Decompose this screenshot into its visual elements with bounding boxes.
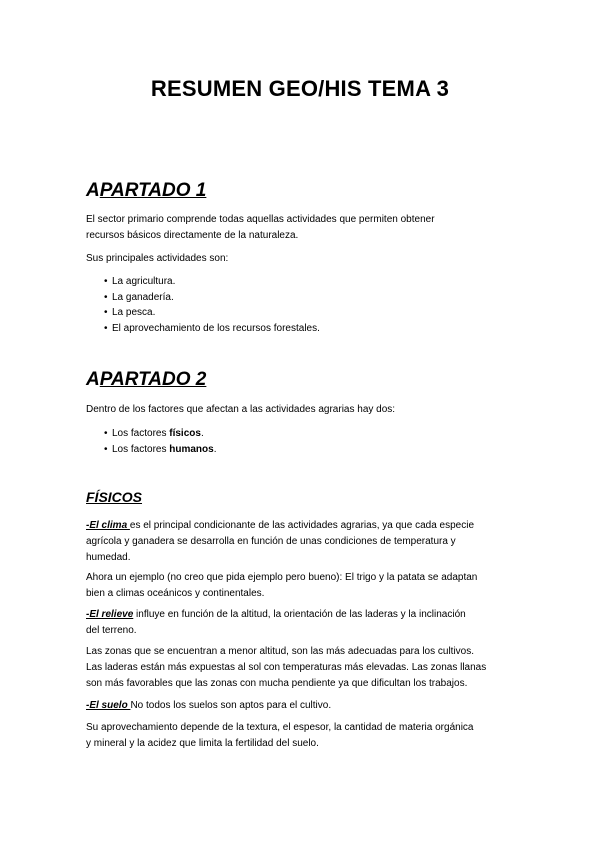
zonas-paragraph: Las zonas que se encuentran a menor altitud, son las más adecuadas para los cultivos. Las laderas están más expuestas al sol con temperaturas más elevadas. Las zonas llanas son más favorables que las zonas con mucha pendiente ya que dificultan los trabajos. — [86, 646, 487, 689]
suelo-term: -El suelo — [86, 700, 131, 711]
relieve-term: -El relieve — [86, 609, 134, 620]
apartado-1-intro — [86, 212, 506, 244]
list-item — [104, 274, 320, 290]
bullet-icon: • — [104, 307, 108, 318]
list-item-text: La pesca. — [112, 307, 156, 318]
emphasis-humanos: humanos — [169, 443, 214, 455]
bullet-icon: • — [104, 443, 108, 455]
bullet-icon: • — [104, 276, 108, 287]
apartado-2-heading — [86, 369, 206, 391]
bullet-icon: • — [104, 428, 108, 439]
ejemplo-paragraph: Ahora un ejemplo (no creo que pida ejemplo pero bueno): El trigo y la patata se adaptan bien a climas oceánicos y continentales. — [86, 572, 478, 599]
apartado-2-intro: Dentro de los factores que afectan a las actividades agrarias hay dos: — [86, 404, 396, 415]
document-title: RESUMEN GEO/HIS TEMA 3 — [150, 76, 450, 101]
apartado-1-heading-rest: PARTADO 1 — [99, 180, 207, 201]
apartado-1-intro-line-1: El sector primario comprende todas aquellas actividades que permiten obtener — [86, 214, 435, 225]
list-item — [104, 290, 320, 306]
apartado-2-heading-initial: A — [86, 369, 100, 390]
fisicos-heading: FÍSICOS — [86, 489, 143, 505]
list-item-text: El aprovechamiento de los recursos forestales. — [112, 322, 320, 334]
apartado-1-heading-initial: A — [86, 180, 100, 201]
apartado-1-heading — [86, 180, 206, 202]
aprovechamiento-paragraph: Su aprovechamiento depende de la textura, el espesor, la cantidad de materia orgánica y mineral y la acidez que limita la fertilidad del suelo. — [86, 722, 474, 749]
relieve-paragraph: -El relieve influye en función de la altitud, la orientación de las laderas y la inclinación del terreno. — [86, 609, 466, 636]
clima-paragraph: -El clima es el principal condicionante de las actividades agrarias, ya que cada especie agrícola y ganadera se desarrolla en función de unas condiciones de temperatura y humedad. — [86, 520, 475, 563]
list-item: • Los factores humanos. — [104, 442, 217, 458]
apartado-1-lead: Sus principales actividades son: — [86, 253, 229, 264]
apartado-1-intro-line-2: recursos básicos directamente de la naturaleza. — [86, 230, 299, 241]
list-item — [104, 305, 320, 321]
list-item — [104, 321, 320, 337]
emphasis-fisicos: físicos — [169, 428, 201, 439]
list-item-text: La ganadería. — [112, 291, 174, 303]
apartado-2-list — [104, 426, 217, 457]
bullet-icon: • — [104, 322, 108, 334]
list-item-text: La agricultura. — [112, 276, 176, 287]
suelo-paragraph: -El suelo No todos los suelos son aptos para el cultivo. — [86, 700, 332, 711]
apartado-1-list — [104, 274, 320, 336]
apartado-2-heading-rest: PARTADO 2 — [99, 369, 207, 390]
list-item: • Los factores físicos. — [104, 426, 217, 442]
bullet-icon: • — [104, 291, 108, 303]
clima-term: -El clima — [86, 520, 130, 531]
